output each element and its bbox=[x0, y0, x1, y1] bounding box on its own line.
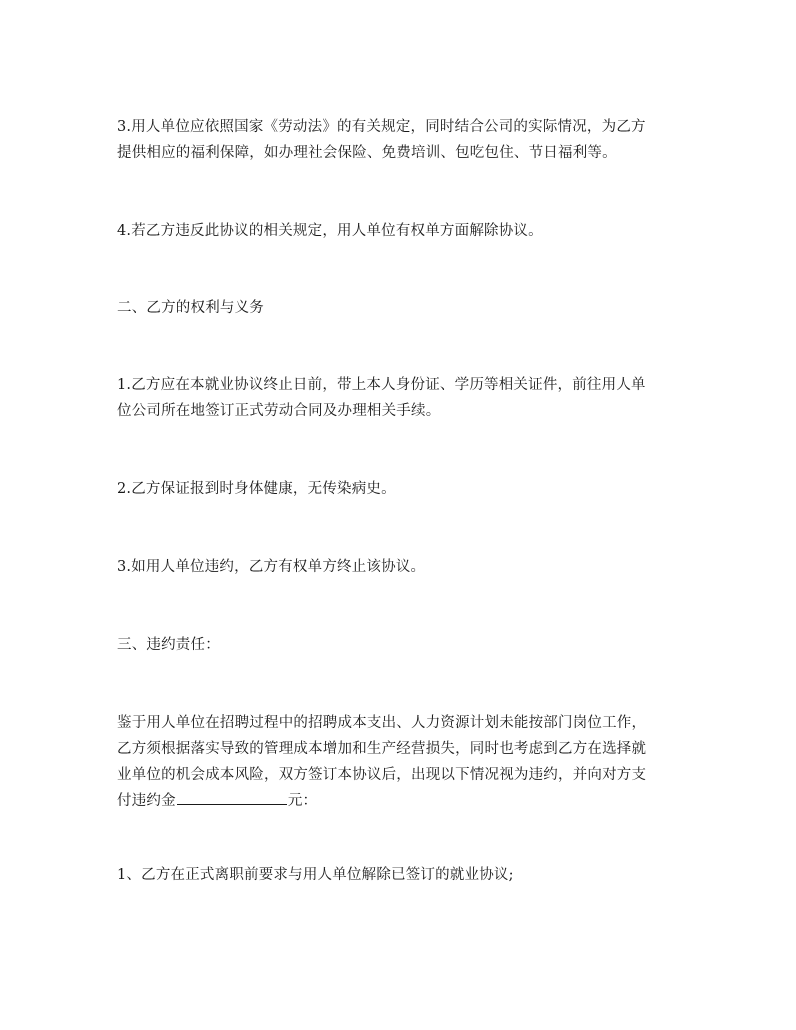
text-line: 2.乙方保证报到时身体健康，无传染病史。 bbox=[117, 481, 396, 497]
paragraph-party-b-item-3 bbox=[117, 554, 697, 580]
text-line: 业单位的机会成本风险，双方签订本协议后，出现以下情况视为违约，并向对方支 bbox=[117, 767, 647, 783]
penalty-suffix: 元： bbox=[287, 793, 318, 809]
heading-text: 三、违约责任： bbox=[117, 637, 220, 653]
heading-text: 二、乙方的权利与义务 bbox=[117, 300, 264, 316]
penalty-prefix: 付违约金 bbox=[117, 793, 176, 809]
text-line: 位公司所在地签订正式劳动合同及办理相关手续。 bbox=[117, 403, 441, 419]
text-line: 提供相应的福利保障，如办理社会保险、免费培训、包吃包住、节日福利等。 bbox=[117, 145, 617, 161]
text-line: 1.乙方应在本就业协议终止日前，带上本人身份证、学历等相关证件，前往用人单 bbox=[117, 377, 646, 393]
text-line-with-blank bbox=[117, 788, 697, 814]
text-line: 3.用人单位应依照国家《劳动法》的有关规定，同时结合公司的实际情况，为乙方 bbox=[117, 119, 646, 135]
paragraph-liability-intro bbox=[117, 710, 697, 814]
section-heading-liability bbox=[117, 632, 697, 658]
paragraph-employer-item-4 bbox=[117, 218, 697, 244]
penalty-amount-blank bbox=[177, 790, 287, 805]
paragraph-liability-item-1 bbox=[117, 862, 697, 888]
text-line: 鉴于用人单位在招聘过程中的招聘成本支出、人力资源计划未能按部门岗位工作， bbox=[117, 715, 647, 731]
paragraph-employer-item-3 bbox=[117, 114, 697, 166]
section-heading-party-b-rights bbox=[117, 295, 697, 321]
text-line: 4.若乙方违反此协议的相关规定，用人单位有权单方面解除协议。 bbox=[117, 223, 543, 239]
paragraph-party-b-item-2 bbox=[117, 476, 697, 502]
text-line: 乙方须根据落实导致的管理成本增加和生产经营损失，同时也考虑到乙方在选择就 bbox=[117, 741, 647, 757]
paragraph-party-b-item-1 bbox=[117, 372, 697, 424]
text-line: 3.如用人单位违约，乙方有权单方终止该协议。 bbox=[117, 559, 426, 575]
text-line: 1、乙方在正式离职前要求与用人单位解除已签订的就业协议; bbox=[117, 867, 514, 883]
